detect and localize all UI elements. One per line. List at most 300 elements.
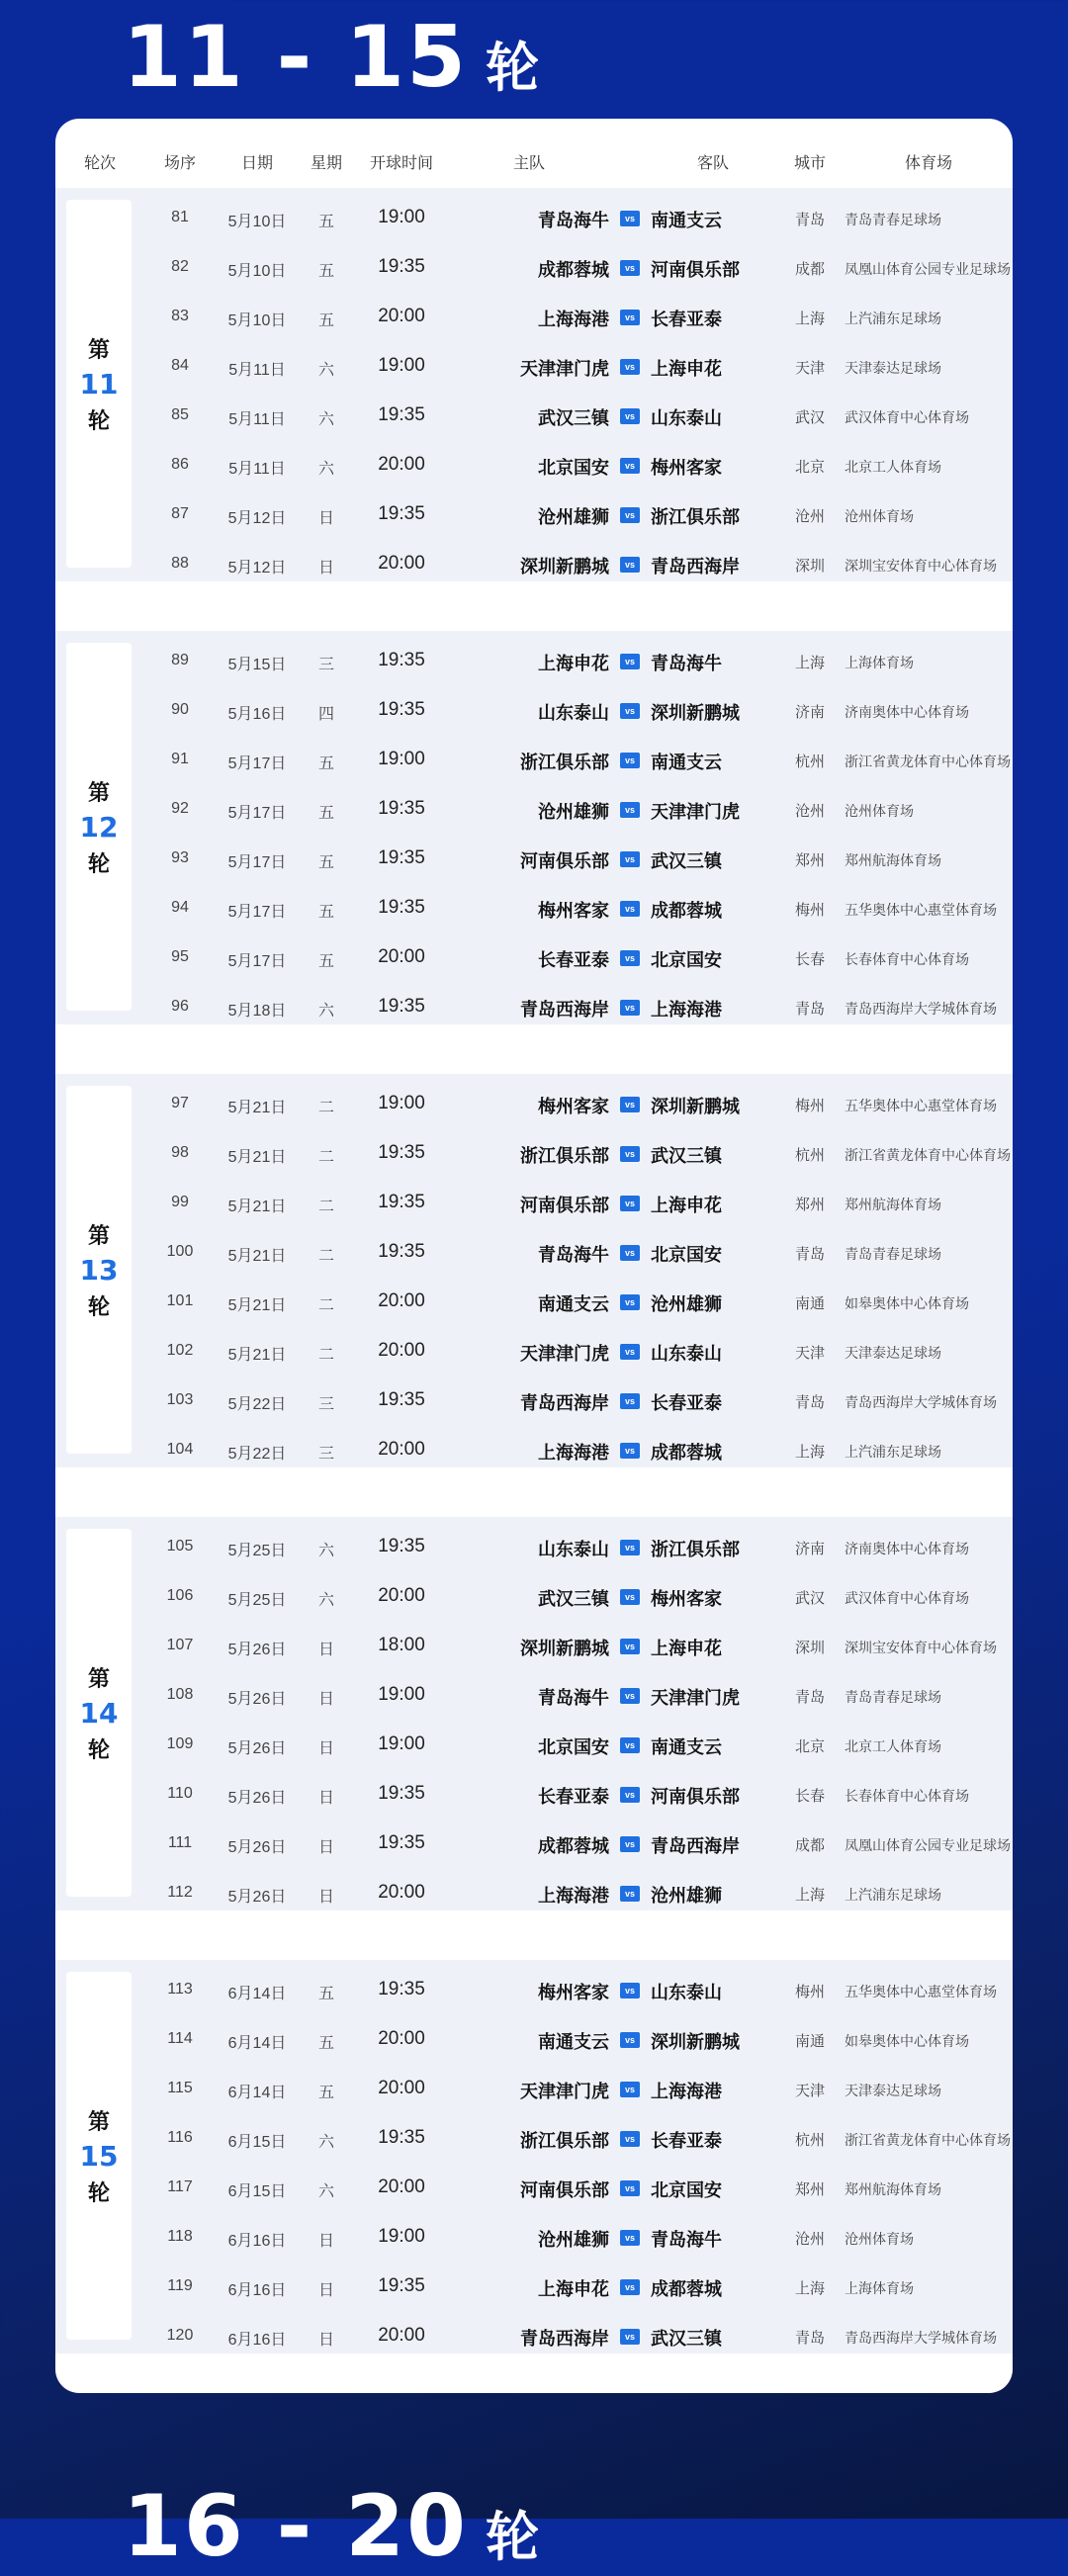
venue: 五华奥体中心惠堂体育场	[845, 1984, 997, 1999]
away-team: 浙江俱乐部	[651, 507, 740, 527]
vs-badge: vs	[620, 310, 640, 325]
match-no: 87	[171, 505, 189, 522]
away-team: 武汉三镇	[651, 1146, 722, 1166]
venue: 凤凰山体育公园专业足球场	[845, 1837, 1011, 1853]
home-team: 青岛西海岸	[520, 1393, 609, 1413]
vs-badge: vs	[620, 2131, 640, 2147]
vs-badge-cell	[609, 1981, 651, 1999]
date: 6月14日	[227, 2035, 287, 2052]
table-header	[55, 140, 1013, 182]
header-round: 轮次	[83, 155, 116, 172]
match-row	[55, 293, 1013, 342]
round-label-num: 12	[79, 810, 119, 844]
round-label-pre: 第	[87, 2109, 110, 2135]
date: 6月16日	[227, 2282, 287, 2299]
venue: 如皋奥体中心体育场	[845, 1295, 969, 1311]
date: 5月21日	[227, 1100, 287, 1116]
kickoff-time: 19:00	[378, 355, 425, 376]
round-label-pre: 第	[87, 337, 110, 363]
city: 天津	[794, 2083, 825, 2099]
vs-badge-cell	[609, 456, 651, 474]
date: 5月21日	[227, 1248, 287, 1265]
city: 上海	[794, 1887, 825, 1904]
round-label-post: 轮	[87, 851, 110, 877]
weekday: 日	[317, 2233, 334, 2250]
vs-badge: vs	[620, 2230, 640, 2246]
away-team: 深圳新鹏城	[651, 1097, 740, 1116]
home-team: 上海海港	[538, 1886, 609, 1906]
date: 5月26日	[227, 1889, 287, 1906]
weekday: 三	[317, 1446, 334, 1463]
match-no: 81	[171, 209, 189, 225]
weekday: 二	[317, 1199, 334, 1215]
city: 梅州	[794, 902, 825, 919]
home-team: 浙江俱乐部	[520, 2131, 609, 2151]
kickoff-time: 20:00	[378, 454, 425, 475]
match-row	[55, 933, 1013, 983]
match-row	[55, 194, 1013, 243]
vs-badge-cell	[609, 1587, 651, 1605]
header-venue: 体育场	[904, 155, 952, 172]
vs-badge-cell	[609, 1785, 651, 1803]
date: 6月16日	[227, 2233, 287, 2250]
vs-badge-cell	[609, 998, 651, 1016]
vs-badge-cell	[609, 2277, 651, 2295]
match-row	[55, 1179, 1013, 1228]
match-row	[55, 2065, 1013, 2114]
venue: 长春体育中心体育场	[845, 1788, 969, 1804]
kickoff-time: 19:35	[378, 798, 425, 819]
venue: 深圳宝安体育中心体育场	[845, 558, 997, 574]
date: 5月17日	[227, 904, 287, 921]
page-title-suffix: 轮	[485, 37, 539, 99]
match-no: 111	[167, 1834, 193, 1851]
weekday: 五	[317, 1986, 334, 2002]
vs-badge: vs	[620, 703, 640, 719]
match-no: 117	[167, 2178, 193, 2195]
match-row	[55, 2213, 1013, 2263]
vs-badge-cell	[609, 505, 651, 523]
vs-badge-cell	[609, 652, 651, 669]
date: 6月15日	[227, 2183, 287, 2200]
away-team: 上海海港	[651, 2082, 722, 2101]
vs-badge-cell	[609, 2030, 651, 2048]
home-team: 深圳新鹏城	[520, 1639, 609, 1658]
match-row	[55, 243, 1013, 293]
venue: 浙江省黄龙体育中心体育场	[845, 754, 1011, 769]
round-section	[55, 1517, 1013, 1910]
weekday: 五	[317, 2085, 334, 2101]
vs-badge: vs	[620, 1245, 640, 1261]
match-no: 95	[171, 948, 189, 965]
weekday: 日	[317, 510, 334, 527]
vs-badge: vs	[620, 901, 640, 917]
match-no: 86	[171, 456, 189, 473]
date: 5月25日	[227, 1592, 287, 1609]
round-section	[55, 1074, 1013, 1467]
vs-badge-cell	[609, 1342, 651, 1360]
kickoff-time: 19:35	[378, 503, 425, 524]
date: 5月18日	[227, 1003, 287, 1020]
away-team: 长春亚泰	[651, 1393, 722, 1413]
match-row	[55, 2312, 1013, 2361]
kickoff-time: 19:35	[378, 1783, 425, 1804]
match-no: 99	[171, 1194, 189, 1210]
vs-badge: vs	[620, 211, 640, 226]
match-no: 97	[171, 1095, 189, 1111]
vs-badge: vs	[620, 408, 640, 424]
match-row	[55, 2263, 1013, 2312]
weekday: 六	[317, 461, 334, 478]
home-team: 南通支云	[538, 2032, 609, 2052]
venue: 上汽浦东足球场	[845, 311, 941, 326]
vs-badge: vs	[620, 2180, 640, 2196]
vs-badge: vs	[620, 1196, 640, 1211]
home-team: 青岛西海岸	[520, 2329, 609, 2349]
vs-badge: vs	[620, 458, 640, 474]
weekday: 五	[317, 904, 334, 921]
kickoff-time: 19:35	[378, 699, 425, 720]
round-label-num: 14	[79, 1696, 119, 1730]
match-row	[55, 1572, 1013, 1622]
home-team: 深圳新鹏城	[520, 557, 609, 577]
weekday: 五	[317, 755, 334, 772]
away-team: 天津津门虎	[651, 802, 740, 822]
home-team: 武汉三镇	[538, 1589, 609, 1609]
weekday: 二	[317, 1347, 334, 1364]
venue: 沧州体育场	[845, 803, 914, 819]
venue: 浙江省黄龙体育中心体育场	[845, 1147, 1011, 1163]
city: 沧州	[794, 508, 825, 525]
header-home: 主队	[512, 155, 545, 172]
date: 5月22日	[227, 1446, 287, 1463]
kickoff-time: 20:00	[378, 1439, 425, 1460]
vs-badge-cell	[609, 1637, 651, 1654]
home-team: 青岛海牛	[538, 1688, 609, 1708]
match-no: 109	[166, 1735, 194, 1752]
away-team: 南通支云	[651, 1737, 722, 1757]
vs-badge: vs	[620, 851, 640, 867]
match-row	[55, 1278, 1013, 1327]
vs-badge-cell	[609, 2327, 651, 2345]
city: 济南	[794, 704, 825, 721]
match-no: 101	[166, 1292, 194, 1309]
weekday: 五	[317, 953, 334, 970]
kickoff-time: 19:35	[378, 1241, 425, 1262]
match-row	[55, 2114, 1013, 2164]
kickoff-time: 19:35	[378, 404, 425, 425]
weekday: 五	[317, 805, 334, 822]
city: 成都	[794, 1837, 825, 1854]
away-team: 成都蓉城	[651, 901, 722, 921]
home-team: 南通支云	[538, 1294, 609, 1314]
away-team: 天津津门虎	[651, 1688, 740, 1708]
kickoff-time: 19:35	[378, 1832, 425, 1853]
date: 5月17日	[227, 755, 287, 772]
kickoff-time: 19:35	[378, 2275, 425, 2296]
match-no: 112	[167, 1884, 193, 1901]
kickoff-time: 20:00	[378, 946, 425, 967]
weekday: 六	[317, 1003, 334, 1020]
date: 5月10日	[227, 263, 287, 280]
header-weekday: 星期	[310, 155, 342, 172]
kickoff-time: 19:00	[378, 2226, 425, 2247]
kickoff-time: 20:00	[378, 2028, 425, 2049]
away-team: 深圳新鹏城	[651, 703, 740, 723]
kickoff-time: 20:00	[378, 2325, 425, 2346]
vs-badge: vs	[620, 2082, 640, 2097]
vs-badge: vs	[620, 1787, 640, 1803]
weekday: 日	[317, 1839, 334, 1856]
kickoff-time: 19:00	[378, 1733, 425, 1754]
match-no: 100	[166, 1243, 194, 1260]
match-row	[55, 785, 1013, 835]
weekday: 六	[317, 411, 334, 428]
home-team: 梅州客家	[538, 1983, 609, 2002]
venue: 上汽浦东足球场	[845, 1444, 941, 1460]
vs-badge: vs	[620, 2329, 640, 2345]
venue: 如皋奥体中心体育场	[845, 2033, 969, 2049]
home-team: 上海海港	[538, 310, 609, 329]
venue: 上海体育场	[845, 2280, 914, 2296]
city: 上海	[794, 2280, 825, 2297]
match-no: 115	[167, 2080, 193, 2096]
date: 6月15日	[227, 2134, 287, 2151]
round-label-post: 轮	[87, 1294, 110, 1320]
match-row	[55, 2164, 1013, 2213]
kickoff-time: 19:35	[378, 897, 425, 918]
away-team: 北京国安	[651, 1245, 722, 1265]
vs-badge-cell	[609, 1834, 651, 1852]
home-team: 浙江俱乐部	[520, 753, 609, 772]
date: 5月10日	[227, 312, 287, 329]
city: 深圳	[794, 558, 825, 575]
away-team: 青岛海牛	[651, 654, 722, 673]
vs-badge: vs	[620, 1443, 640, 1459]
kickoff-time: 20:00	[378, 2078, 425, 2098]
match-no: 118	[167, 2228, 193, 2245]
home-team: 青岛海牛	[538, 211, 609, 230]
match-row	[55, 540, 1013, 589]
vs-badge-cell	[609, 2129, 651, 2147]
date: 5月17日	[227, 854, 287, 871]
header-away: 客队	[696, 155, 729, 172]
kickoff-time: 19:35	[378, 2127, 425, 2148]
round-label-post: 轮	[87, 2180, 110, 2206]
match-row	[55, 1080, 1013, 1129]
weekday: 二	[317, 1100, 334, 1116]
match-row	[55, 1770, 1013, 1820]
venue: 深圳宝安体育中心体育场	[845, 1640, 997, 1655]
header-date: 日期	[240, 155, 273, 172]
kickoff-time: 19:00	[378, 1684, 425, 1705]
vs-badge-cell	[609, 1884, 651, 1902]
match-no: 116	[167, 2129, 193, 2146]
weekday: 日	[317, 560, 334, 577]
away-team: 武汉三镇	[651, 2329, 722, 2349]
weekday: 六	[317, 362, 334, 379]
venue: 青岛西海岸大学城体育场	[845, 1001, 997, 1017]
round-section	[55, 188, 1013, 581]
date: 5月26日	[227, 1642, 287, 1658]
weekday: 四	[317, 706, 334, 723]
weekday: 日	[317, 1790, 334, 1807]
city: 郑州	[794, 852, 825, 869]
venue: 长春体育中心体育场	[845, 951, 969, 967]
venue: 沧州体育场	[845, 2231, 914, 2247]
match-no: 119	[167, 2277, 193, 2294]
city: 青岛	[794, 1394, 825, 1411]
match-no: 84	[171, 357, 189, 374]
kickoff-time: 19:35	[378, 1389, 425, 1410]
home-team: 河南俱乐部	[520, 851, 609, 871]
match-no: 108	[166, 1686, 194, 1703]
match-no: 96	[171, 998, 189, 1015]
vs-badge: vs	[620, 802, 640, 818]
away-team: 山东泰山	[651, 1983, 722, 2002]
venue: 武汉体育中心体育场	[845, 409, 969, 425]
city: 南通	[794, 1295, 825, 1312]
away-team: 青岛西海岸	[651, 557, 740, 577]
match-row	[55, 1129, 1013, 1179]
match-no: 89	[171, 652, 189, 668]
home-team: 成都蓉城	[538, 1836, 609, 1856]
weekday: 六	[317, 1592, 334, 1609]
header-city: 城市	[793, 155, 826, 172]
vs-badge-cell	[609, 701, 651, 719]
match-row	[55, 1228, 1013, 1278]
away-team: 北京国安	[651, 950, 722, 970]
kickoff-time: 19:00	[378, 207, 425, 227]
kickoff-time: 20:00	[378, 1585, 425, 1606]
match-row	[55, 392, 1013, 441]
vs-badge-cell	[609, 357, 651, 375]
weekday: 日	[317, 1642, 334, 1658]
venue: 北京工人体育场	[845, 459, 941, 475]
city: 济南	[794, 1541, 825, 1557]
match-row	[55, 835, 1013, 884]
vs-badge: vs	[620, 1344, 640, 1360]
vs-badge-cell	[609, 800, 651, 818]
date: 6月16日	[227, 2332, 287, 2349]
away-team: 浙江俱乐部	[651, 1540, 740, 1559]
match-row	[55, 637, 1013, 686]
match-row	[55, 1377, 1013, 1426]
home-team: 天津津门虎	[520, 2082, 609, 2101]
date: 6月14日	[227, 1986, 287, 2002]
match-no: 91	[171, 751, 189, 767]
match-no: 110	[167, 1785, 193, 1802]
vs-badge: vs	[620, 1886, 640, 1902]
match-row	[55, 1327, 1013, 1377]
city: 南通	[794, 2033, 825, 2050]
match-row	[55, 1671, 1013, 1721]
vs-badge-cell	[609, 1243, 651, 1261]
match-row	[55, 2015, 1013, 2065]
weekday: 日	[317, 1740, 334, 1757]
vs-badge: vs	[620, 1000, 640, 1016]
away-team: 深圳新鹏城	[651, 2032, 740, 2052]
home-team: 北京国安	[538, 458, 609, 478]
city: 北京	[794, 459, 825, 476]
date: 5月26日	[227, 1790, 287, 1807]
date: 5月26日	[227, 1839, 287, 1856]
venue: 青岛青春足球场	[845, 1246, 941, 1262]
match-no: 83	[171, 308, 189, 324]
city: 上海	[794, 311, 825, 327]
match-no: 105	[166, 1538, 194, 1554]
page-title	[123, 8, 539, 107]
city: 青岛	[794, 2330, 825, 2347]
venue: 青岛西海岸大学城体育场	[845, 1394, 997, 1410]
next-title-suffix: 轮	[485, 2506, 541, 2568]
city: 沧州	[794, 2231, 825, 2248]
away-team: 沧州雄狮	[651, 1294, 722, 1314]
match-row	[55, 983, 1013, 1032]
kickoff-time: 19:35	[378, 1192, 425, 1212]
weekday: 二	[317, 1297, 334, 1314]
home-team: 上海申花	[538, 2279, 609, 2299]
match-no: 93	[171, 849, 189, 866]
away-team: 青岛海牛	[651, 2230, 722, 2250]
away-team: 上海申花	[651, 359, 722, 379]
home-team: 天津津门虎	[520, 359, 609, 379]
away-team: 河南俱乐部	[651, 1787, 740, 1807]
city: 长春	[794, 951, 825, 968]
away-team: 长春亚泰	[651, 310, 722, 329]
weekday: 六	[317, 2134, 334, 2151]
weekday: 二	[317, 1149, 334, 1166]
home-team: 沧州雄狮	[538, 2230, 609, 2250]
vs-badge: vs	[620, 1097, 640, 1112]
round-label-num: 11	[79, 367, 119, 400]
venue: 郑州航海体育场	[845, 852, 941, 868]
home-team: 上海海港	[538, 1443, 609, 1463]
home-team: 梅州客家	[538, 901, 609, 921]
away-team: 青岛西海岸	[651, 1836, 740, 1856]
round-label-pre: 第	[87, 780, 110, 806]
weekday: 五	[317, 2035, 334, 2052]
weekday: 日	[317, 1889, 334, 1906]
venue: 青岛青春足球场	[845, 212, 941, 227]
round-section	[55, 1960, 1013, 2354]
match-row	[55, 1966, 1013, 2015]
city: 长春	[794, 1788, 825, 1805]
round-label-pre: 第	[87, 1666, 110, 1692]
city: 梅州	[794, 1098, 825, 1114]
vs-badge-cell	[609, 555, 651, 573]
home-team: 青岛海牛	[538, 1245, 609, 1265]
kickoff-time: 20:00	[378, 553, 425, 574]
vs-badge-cell	[609, 2228, 651, 2246]
weekday: 三	[317, 1396, 334, 1413]
vs-badge-cell	[609, 1292, 651, 1310]
vs-badge-cell	[609, 899, 651, 917]
match-no: 107	[166, 1637, 194, 1653]
home-team: 长春亚泰	[538, 1787, 609, 1807]
match-row	[55, 441, 1013, 490]
match-row	[55, 490, 1013, 540]
city: 梅州	[794, 1984, 825, 2000]
match-row	[55, 1426, 1013, 1475]
away-team: 南通支云	[651, 211, 722, 230]
venue: 天津泰达足球场	[845, 360, 941, 376]
city: 成都	[794, 261, 825, 278]
venue: 上海体育场	[845, 655, 914, 670]
away-team: 沧州雄狮	[651, 1886, 722, 1906]
kickoff-time: 19:35	[378, 256, 425, 277]
kickoff-time: 19:00	[378, 1093, 425, 1113]
